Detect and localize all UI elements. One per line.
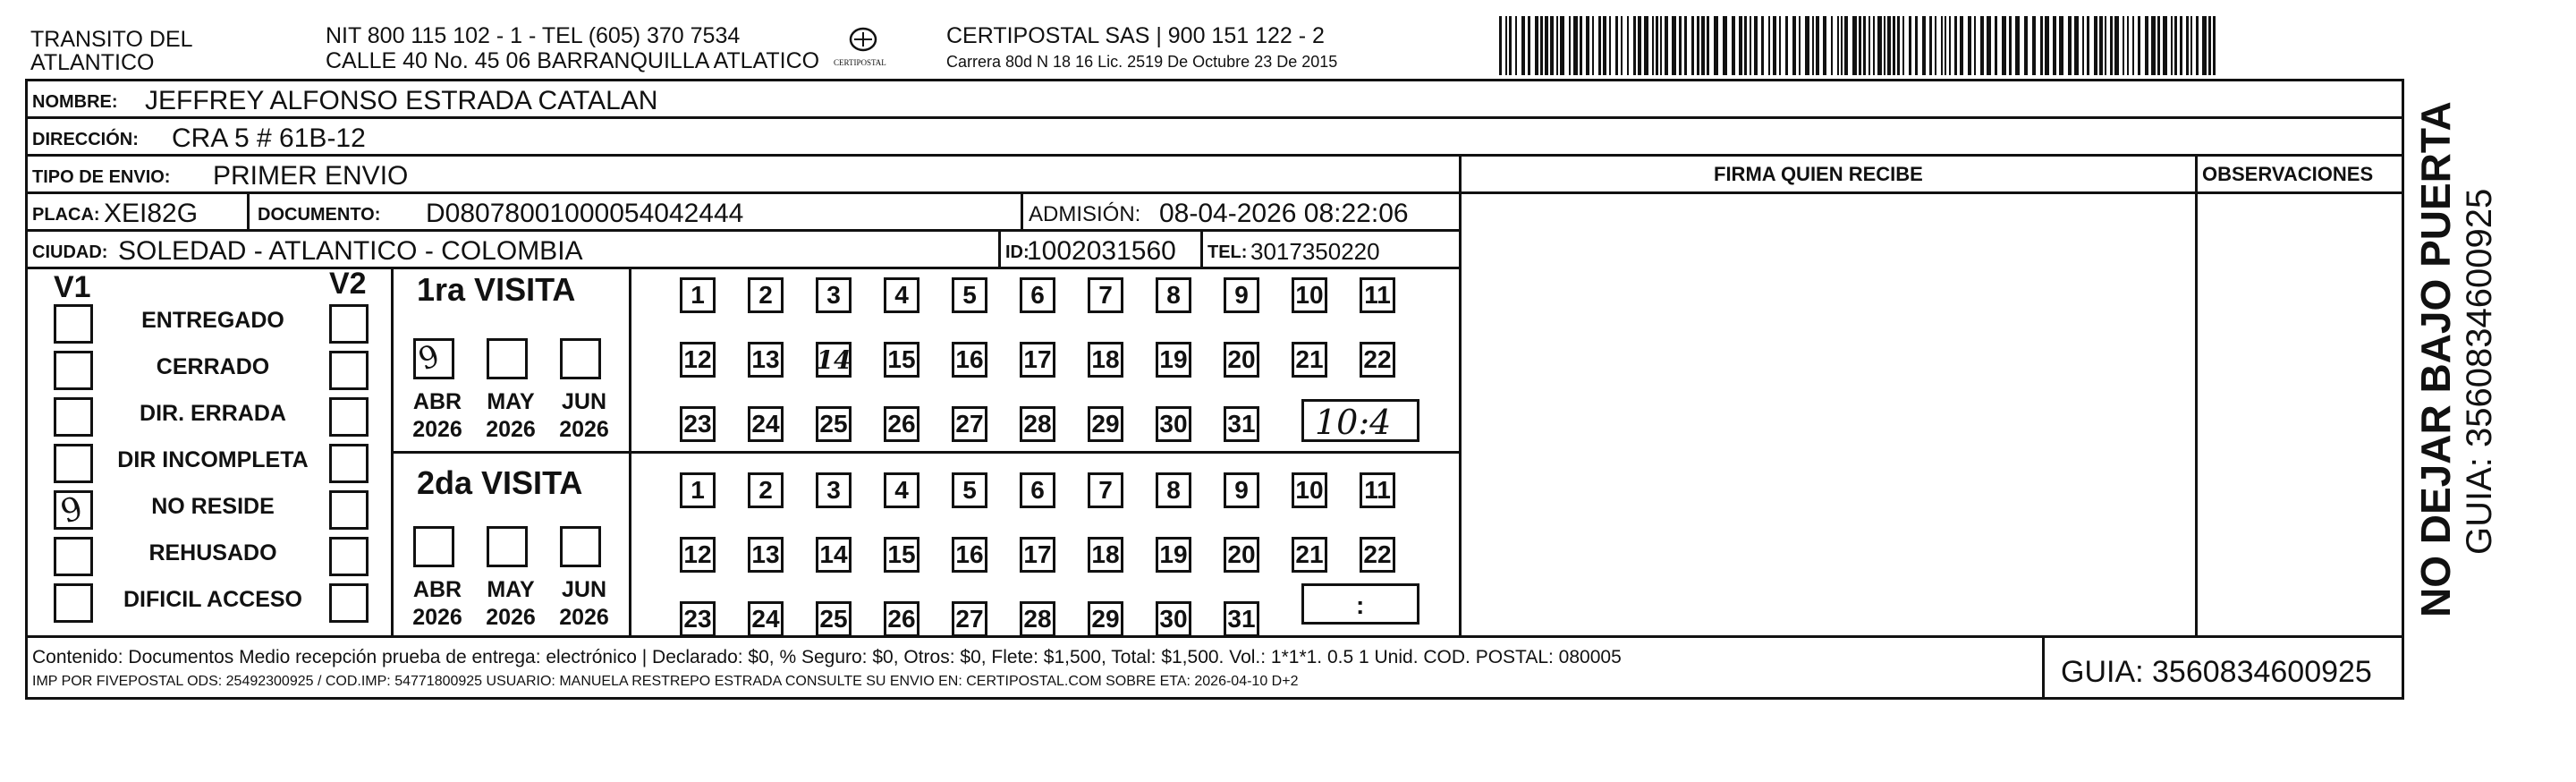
visit-2-month-abr-box[interactable] xyxy=(413,526,454,567)
v2-checkbox-rehusado[interactable] xyxy=(329,537,369,576)
day-box-21[interactable]: 21 xyxy=(1292,342,1327,378)
day-box-27[interactable]: 27 xyxy=(952,406,987,442)
footer-guia: GUIA: 3560834600925 xyxy=(2061,655,2372,689)
day-box-12[interactable]: 12 xyxy=(680,537,716,573)
reason-rehusado: REHUSADO xyxy=(148,540,277,565)
footer-contenido: Contenido: Documentos Medio recepción prueba de entrega: electrónico | Declarado: $0, % Seguro: $0, Otros: $0, Flete: $1,500, Total: $1,500. Vol.: 1*1*1. 0.5 1 Unid. COD. POSTAL: 080005 xyxy=(32,647,1622,667)
tipo-envio-value: PRIMER ENVIO xyxy=(213,161,409,191)
day-box-8[interactable]: 8 xyxy=(1156,277,1191,313)
day-box-25[interactable]: 25 xyxy=(816,406,852,442)
visit-2-month-may: MAY 2026 xyxy=(486,577,536,631)
v1-checkbox-dir-incompleta[interactable] xyxy=(54,444,93,483)
visit-2-month-may-box[interactable] xyxy=(487,526,528,567)
admision-value: 08-04-2026 08:22:06 xyxy=(1159,199,1409,228)
reason-cerrado: CERRADO xyxy=(156,354,270,379)
footer-imp: IMP POR FIVEPOSTAL ODS: 25492300925 / COD.IMP: 54771800925 USUARIO: MANUELA RESTREPO ESTRADA CONSULTE SU ENVIO EN: CERTIPOSTAL.COM SOBRE ETA: 2026-04-10 D+2 xyxy=(32,674,1299,689)
day-box-26[interactable]: 26 xyxy=(884,601,919,637)
visit-2-month-abr: ABR 2026 xyxy=(412,577,462,631)
day-box-30[interactable]: 30 xyxy=(1156,601,1191,637)
v1-checkbox-dir-errada[interactable] xyxy=(54,397,93,437)
side-guia: GUIA: 3560834600925 xyxy=(2460,188,2499,555)
day-box-13[interactable]: 13 xyxy=(748,342,784,378)
tel-label: TEL: xyxy=(1208,242,1248,262)
day-box-22[interactable]: 22 xyxy=(1360,537,1395,573)
day-box-23[interactable]: 23 xyxy=(680,406,716,442)
reason-dificil-acceso: DIFICIL ACCESO xyxy=(123,587,302,612)
day-box-15[interactable]: 15 xyxy=(884,342,919,378)
ciudad-label: CIUDAD: xyxy=(32,242,108,262)
v1-checkbox-no-reside[interactable] xyxy=(54,490,93,530)
visit-2-time: : xyxy=(1356,591,1365,619)
company-name-line2: ATLANTICO xyxy=(30,50,155,75)
v2-label: V2 xyxy=(329,267,367,301)
visit-1-month-abr-box[interactable] xyxy=(413,338,454,379)
day-box-19[interactable]: 19 xyxy=(1156,537,1191,573)
day-box-7[interactable]: 7 xyxy=(1088,277,1123,313)
nombre-label: NOMBRE: xyxy=(32,92,118,112)
visit-1-time-box[interactable] xyxy=(1301,399,1419,442)
day-box-9[interactable]: 9 xyxy=(1224,472,1259,508)
visit-2-month-jun: JUN 2026 xyxy=(559,577,609,631)
day-box-2[interactable]: 2 xyxy=(748,277,784,313)
day-box-17[interactable]: 17 xyxy=(1020,537,1055,573)
day-box-18[interactable]: 18 xyxy=(1088,342,1123,378)
day-box-9[interactable]: 9 xyxy=(1224,277,1259,313)
reason-dir-incompleta: DIR INCOMPLETA xyxy=(117,447,309,472)
direccion-label: DIRECCIÓN: xyxy=(32,130,139,149)
placa-label: PLACA: xyxy=(32,205,100,225)
day-box-13[interactable]: 13 xyxy=(748,537,784,573)
visit-1-time: 10:4 xyxy=(1315,403,1392,442)
day-box-24[interactable]: 24 xyxy=(748,406,784,442)
id-value: 1002031560 xyxy=(1027,236,1176,266)
day-box-21[interactable]: 21 xyxy=(1292,537,1327,573)
documento-value: D08078001000054042444 xyxy=(426,199,744,228)
day-box-4[interactable]: 4 xyxy=(884,277,919,313)
day-box-14[interactable]: 14 xyxy=(816,537,852,573)
day-box-18[interactable]: 18 xyxy=(1088,537,1123,573)
reason-entregado: ENTREGADO xyxy=(141,308,284,333)
visit-1-month-jun-box[interactable] xyxy=(560,338,601,379)
reason-no-reside: NO RESIDE xyxy=(151,494,275,519)
day-box-27[interactable]: 27 xyxy=(952,601,987,637)
day-box-29[interactable]: 29 xyxy=(1088,406,1123,442)
day-box-1[interactable]: 1 xyxy=(680,472,716,508)
day-box-17[interactable]: 17 xyxy=(1020,342,1055,378)
day-box-6[interactable]: 6 xyxy=(1020,277,1055,313)
visit-1-month-jun: JUN 2026 xyxy=(559,389,609,443)
day-box-11[interactable]: 11 xyxy=(1360,277,1395,313)
day-box-5[interactable]: 5 xyxy=(952,277,987,313)
visit-2-title: 2da VISITA xyxy=(417,464,583,501)
v2-checkbox-entregado[interactable] xyxy=(329,304,369,344)
day-box-16[interactable]: 16 xyxy=(952,342,987,378)
day-box-22[interactable]: 22 xyxy=(1360,342,1395,378)
v2-checkbox-dificil-acceso[interactable] xyxy=(329,583,369,623)
day-box-24[interactable]: 24 xyxy=(748,601,784,637)
day-box-10[interactable]: 10 xyxy=(1292,472,1327,508)
day-box-26[interactable]: 26 xyxy=(884,406,919,442)
logo-text: CERTIPOSTAL xyxy=(834,58,886,67)
placa-value: XEI82G xyxy=(104,199,199,228)
day-box-3[interactable]: 3 xyxy=(816,277,852,313)
v2-checkbox-dir-errada[interactable] xyxy=(329,397,369,437)
day-box-2[interactable]: 2 xyxy=(748,472,784,508)
day-box-29[interactable]: 29 xyxy=(1088,601,1123,637)
v1-checkbox-dificil-acceso[interactable] xyxy=(54,583,93,623)
day-box-15[interactable]: 15 xyxy=(884,537,919,573)
day-box-5[interactable]: 5 xyxy=(952,472,987,508)
side-no-dejar-bajo-puerta: NO DEJAR BAJO PUERTA xyxy=(2412,101,2459,617)
day-box-3[interactable]: 3 xyxy=(816,472,852,508)
visit-2-month-jun-box[interactable] xyxy=(560,526,601,567)
visit-1-title: 1ra VISITA xyxy=(417,271,576,308)
day-box-16[interactable]: 16 xyxy=(952,537,987,573)
certipostal-license: Carrera 80d N 18 16 Lic. 2519 De Octubre 23 De 2015 xyxy=(946,53,1338,71)
nombre-value: JEFFREY ALFONSO ESTRADA CATALAN xyxy=(145,86,658,115)
handwritten-mark: 9 xyxy=(56,489,88,531)
v1-checkbox-rehusado[interactable] xyxy=(54,537,93,576)
visit-1-month-may: MAY 2026 xyxy=(486,389,536,443)
documento-label: DOCUMENTO: xyxy=(258,205,381,225)
v2-checkbox-dir-incompleta[interactable] xyxy=(329,444,369,483)
day-box-20[interactable]: 20 xyxy=(1224,342,1259,378)
day-box-7[interactable]: 7 xyxy=(1088,472,1123,508)
company-address: CALLE 40 No. 45 06 BARRANQUILLA ATLATICO xyxy=(326,48,820,73)
visit-1-month-may-box[interactable] xyxy=(487,338,528,379)
firma-header: FIRMA QUIEN RECIBE xyxy=(1714,163,1923,185)
v1-checkbox-entregado[interactable] xyxy=(54,304,93,344)
day-box-31[interactable]: 31 xyxy=(1224,601,1259,637)
visit-1-month-mark: 9 xyxy=(413,337,445,378)
day-box-30[interactable]: 30 xyxy=(1156,406,1191,442)
v2-checkbox-no-reside[interactable] xyxy=(329,490,369,530)
day-box-6[interactable]: 6 xyxy=(1020,472,1055,508)
direccion-value: CRA 5 # 61B-12 xyxy=(172,123,366,153)
day-box-20[interactable]: 20 xyxy=(1224,537,1259,573)
certipostal-logo xyxy=(832,20,894,77)
day-box-10[interactable]: 10 xyxy=(1292,277,1327,313)
day-box-28[interactable]: 28 xyxy=(1020,601,1055,637)
day-box-31[interactable]: 31 xyxy=(1224,406,1259,442)
day-box-19[interactable]: 19 xyxy=(1156,342,1191,378)
day-box-1[interactable]: 1 xyxy=(680,277,716,313)
day-box-11[interactable]: 11 xyxy=(1360,472,1395,508)
observaciones-header: OBSERVACIONES xyxy=(2202,163,2374,185)
visit-1-month-abr: ABR 2026 xyxy=(412,389,462,443)
tel-value: 3017350220 xyxy=(1250,238,1380,265)
barcode xyxy=(1499,16,2224,75)
company-name-line1: TRANSITO DEL xyxy=(30,27,193,52)
day-box-4[interactable]: 4 xyxy=(884,472,919,508)
v1-checkbox-cerrado[interactable] xyxy=(54,351,93,390)
day-box-12[interactable]: 12 xyxy=(680,342,716,378)
visit-2-time-box[interactable] xyxy=(1301,583,1419,625)
day-box-28[interactable]: 28 xyxy=(1020,406,1055,442)
admision-label: ADMISIÓN: xyxy=(1029,202,1141,226)
day-box-14[interactable]: 14 xyxy=(816,342,852,378)
reason-dir-errada: DIR. ERRADA xyxy=(140,401,286,426)
day-box-25[interactable]: 25 xyxy=(816,601,852,637)
company-nit: NIT 800 115 102 - 1 - TEL (605) 370 7534 xyxy=(326,23,741,48)
day-box-8[interactable]: 8 xyxy=(1156,472,1191,508)
id-label: ID: xyxy=(1005,242,1030,262)
tipo-envio-label: TIPO DE ENVIO: xyxy=(32,167,171,187)
v1-label: V1 xyxy=(54,270,91,304)
ciudad-value: SOLEDAD - ATLANTICO - COLOMBIA xyxy=(118,236,583,266)
day-box-23[interactable]: 23 xyxy=(680,601,716,637)
v2-checkbox-cerrado[interactable] xyxy=(329,351,369,390)
certipostal-info: CERTIPOSTAL SAS | 900 151 122 - 2 xyxy=(946,23,1325,48)
